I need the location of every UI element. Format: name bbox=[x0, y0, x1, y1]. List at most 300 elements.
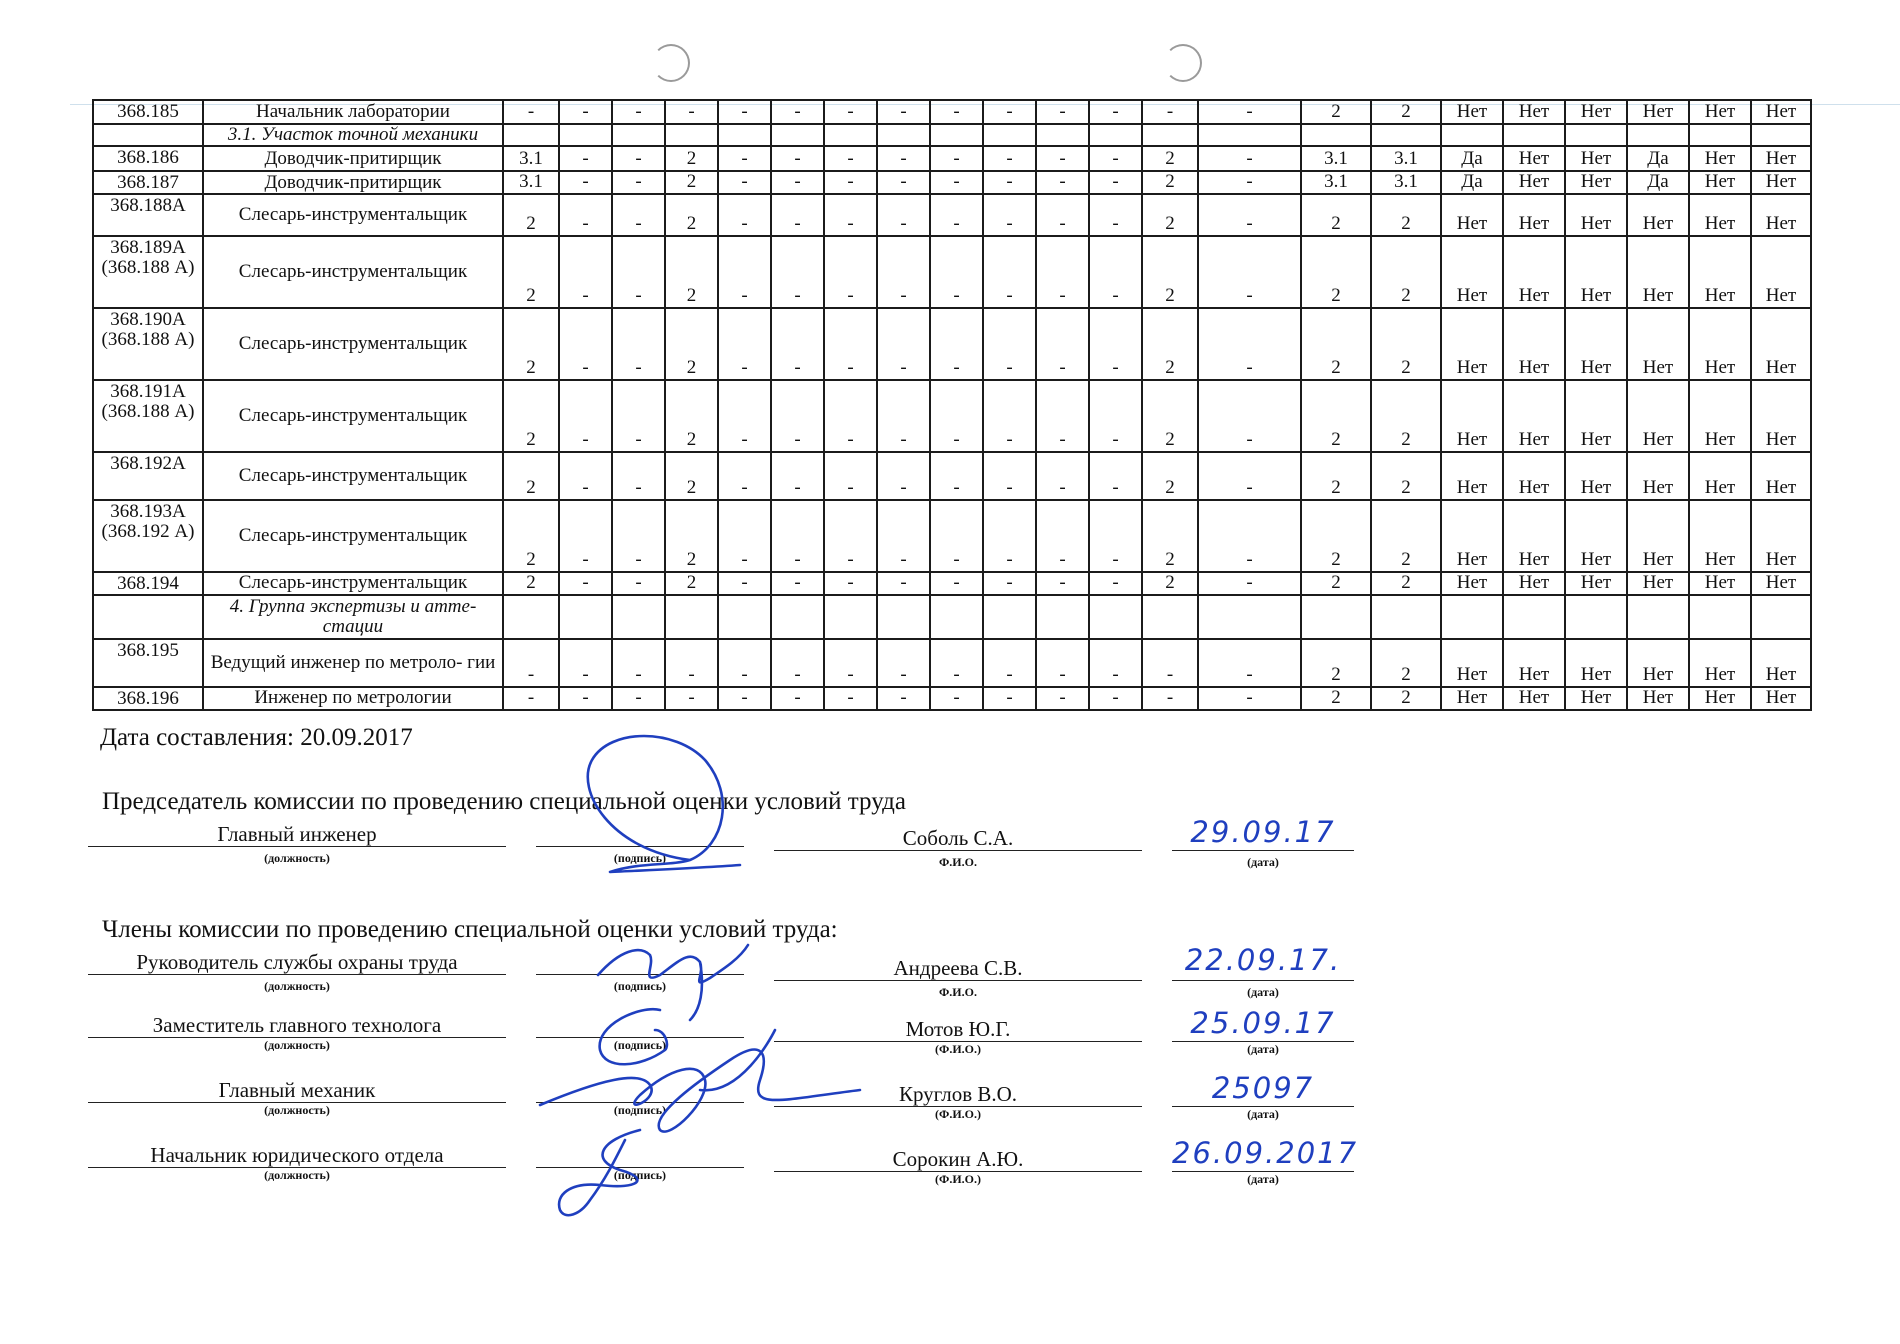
value-cell: - bbox=[771, 639, 824, 687]
value-cell bbox=[503, 595, 559, 639]
value-cell: - bbox=[1089, 639, 1142, 687]
table-row bbox=[93, 687, 1811, 710]
position-value: Главный инженер bbox=[88, 822, 506, 847]
fio-value: Андреева С.В. bbox=[774, 956, 1142, 981]
value-cell: - bbox=[718, 171, 771, 194]
value-cell: - bbox=[1036, 100, 1089, 124]
workplace-code-cell: 368.192А bbox=[93, 452, 203, 500]
value-cell bbox=[1441, 124, 1503, 146]
value-cell: - bbox=[1036, 194, 1089, 236]
member-signature-row bbox=[0, 1006, 1900, 1083]
value-cell bbox=[1089, 595, 1142, 639]
value-cell: 2 bbox=[1371, 194, 1441, 236]
workplace-code-cell: 368.189А (368.188 А) bbox=[93, 236, 203, 308]
value-cell: 2 bbox=[665, 452, 718, 500]
position-caption: (должность) bbox=[264, 851, 330, 865]
value-cell bbox=[983, 124, 1036, 146]
value-cell: - bbox=[718, 194, 771, 236]
table-row bbox=[93, 146, 1811, 171]
value-cell: - bbox=[930, 500, 983, 572]
table-row bbox=[93, 639, 1811, 687]
position-name-cell: Слесарь-инструментальщик bbox=[203, 194, 503, 236]
value-cell: Да bbox=[1627, 146, 1689, 171]
table-row bbox=[93, 100, 1811, 124]
position-value: Заместитель главного технолога bbox=[88, 1013, 506, 1038]
value-cell: - bbox=[1198, 308, 1301, 380]
value-cell: - bbox=[824, 500, 877, 572]
value-cell: Нет bbox=[1751, 100, 1811, 124]
value-cell: - bbox=[1198, 452, 1301, 500]
value-cell: 2 bbox=[665, 308, 718, 380]
value-cell: - bbox=[1198, 171, 1301, 194]
value-cell: 2 bbox=[1301, 308, 1371, 380]
date-caption: (дата) bbox=[1247, 1042, 1279, 1056]
value-cell: - bbox=[824, 236, 877, 308]
value-cell: - bbox=[718, 500, 771, 572]
value-cell bbox=[1198, 595, 1301, 639]
value-cell: - bbox=[1036, 639, 1089, 687]
fio-value: Мотов Ю.Г. bbox=[774, 1017, 1142, 1042]
value-cell: Нет bbox=[1689, 171, 1751, 194]
value-cell bbox=[1751, 124, 1811, 146]
value-cell: - bbox=[771, 572, 824, 595]
value-cell: 3.1 bbox=[1371, 171, 1441, 194]
value-cell: - bbox=[1198, 100, 1301, 124]
value-cell: - bbox=[877, 380, 930, 452]
value-cell: - bbox=[612, 500, 665, 572]
fio-caption: (Ф.И.О.) bbox=[935, 1172, 981, 1186]
workplace-code-cell: 368.193А (368.192 А) bbox=[93, 500, 203, 572]
signature-field bbox=[536, 1102, 744, 1118]
value-cell: - bbox=[503, 100, 559, 124]
value-cell: - bbox=[771, 500, 824, 572]
value-cell: - bbox=[983, 308, 1036, 380]
value-cell: - bbox=[877, 100, 930, 124]
value-cell: - bbox=[559, 500, 612, 572]
value-cell: - bbox=[1198, 687, 1301, 710]
value-cell: 2 bbox=[1371, 100, 1441, 124]
value-cell: 2 bbox=[1142, 500, 1198, 572]
table-row bbox=[93, 380, 1811, 452]
value-cell: Нет bbox=[1441, 500, 1503, 572]
value-cell bbox=[1565, 124, 1627, 146]
value-cell: Нет bbox=[1441, 236, 1503, 308]
value-cell: - bbox=[1036, 687, 1089, 710]
value-cell: - bbox=[1089, 100, 1142, 124]
value-cell: 2 bbox=[1142, 380, 1198, 452]
value-cell: - bbox=[1036, 308, 1089, 380]
value-cell: - bbox=[983, 100, 1036, 124]
workplace-code-cell: 368.190А (368.188 А) bbox=[93, 308, 203, 380]
value-cell: Нет bbox=[1565, 500, 1627, 572]
workplace-code-cell: 368.194 bbox=[93, 572, 203, 595]
position-name-cell: Слесарь-инструментальщик bbox=[203, 572, 503, 595]
handwritten-date: 25097 bbox=[1172, 1070, 1354, 1107]
fio-caption: (Ф.И.О.) bbox=[935, 1107, 981, 1121]
value-cell: 2 bbox=[665, 236, 718, 308]
value-cell: 2 bbox=[1371, 380, 1441, 452]
value-cell: Нет bbox=[1503, 308, 1565, 380]
value-cell: - bbox=[930, 572, 983, 595]
workplace-code-cell: 368.187 bbox=[93, 171, 203, 194]
date-caption: (дата) bbox=[1247, 855, 1279, 869]
value-cell: Нет bbox=[1503, 171, 1565, 194]
position-name-cell: Доводчик-притирщик bbox=[203, 146, 503, 171]
signature-line bbox=[536, 974, 744, 975]
value-cell bbox=[1036, 595, 1089, 639]
chairman-heading: Председатель комиссии по проведению специальной оценки условий труда bbox=[102, 788, 906, 815]
value-cell: Нет bbox=[1503, 380, 1565, 452]
value-cell: - bbox=[983, 452, 1036, 500]
value-cell: Нет bbox=[1751, 308, 1811, 380]
value-cell: - bbox=[930, 236, 983, 308]
value-cell bbox=[1301, 124, 1371, 146]
position-value: Начальник юридического отдела bbox=[88, 1143, 506, 1168]
value-cell: - bbox=[1036, 500, 1089, 572]
value-cell: 2 bbox=[1301, 639, 1371, 687]
value-cell: - bbox=[612, 452, 665, 500]
value-cell: 3.1 bbox=[503, 171, 559, 194]
value-cell: - bbox=[559, 146, 612, 171]
value-cell: - bbox=[824, 194, 877, 236]
value-cell: - bbox=[930, 171, 983, 194]
value-cell: - bbox=[1198, 572, 1301, 595]
value-cell: - bbox=[612, 687, 665, 710]
date-field bbox=[1172, 940, 1354, 1000]
value-cell: - bbox=[930, 308, 983, 380]
signature-field bbox=[536, 1167, 744, 1183]
value-cell: - bbox=[771, 687, 824, 710]
signature-field bbox=[536, 974, 744, 994]
value-cell: 2 bbox=[503, 500, 559, 572]
value-cell bbox=[824, 124, 877, 146]
value-cell bbox=[1503, 124, 1565, 146]
value-cell: Нет bbox=[1627, 572, 1689, 595]
position-name-cell: Доводчик-притирщик bbox=[203, 171, 503, 194]
handwritten-date: 29.09.17 bbox=[1172, 814, 1354, 851]
value-cell: Нет bbox=[1565, 171, 1627, 194]
value-cell: - bbox=[559, 639, 612, 687]
workplace-code-cell: 368.186 bbox=[93, 146, 203, 171]
value-cell: - bbox=[930, 687, 983, 710]
value-cell bbox=[1565, 595, 1627, 639]
value-cell: Нет bbox=[1565, 452, 1627, 500]
position-name-cell: Слесарь-инструментальщик bbox=[203, 236, 503, 308]
value-cell: Нет bbox=[1689, 236, 1751, 308]
fio-caption: Ф.И.О. bbox=[939, 985, 977, 999]
value-cell bbox=[1627, 595, 1689, 639]
value-cell: - bbox=[824, 171, 877, 194]
value-cell: - bbox=[824, 572, 877, 595]
value-cell: 2 bbox=[503, 236, 559, 308]
value-cell: - bbox=[1089, 171, 1142, 194]
value-cell: - bbox=[877, 572, 930, 595]
handwritten-date: 25.09.17 bbox=[1172, 1005, 1354, 1042]
value-cell: 2 bbox=[503, 572, 559, 595]
fio-field bbox=[774, 1147, 1142, 1187]
value-cell: 2 bbox=[1371, 452, 1441, 500]
position-name-cell: Начальник лаборатории bbox=[203, 100, 503, 124]
value-cell: - bbox=[718, 100, 771, 124]
value-cell: 2 bbox=[1371, 572, 1441, 595]
value-cell: Нет bbox=[1689, 639, 1751, 687]
value-cell: 2 bbox=[1371, 236, 1441, 308]
value-cell: - bbox=[824, 380, 877, 452]
value-cell bbox=[718, 595, 771, 639]
value-cell: 2 bbox=[1142, 308, 1198, 380]
value-cell: Нет bbox=[1627, 380, 1689, 452]
value-cell: - bbox=[718, 308, 771, 380]
value-cell: Нет bbox=[1689, 380, 1751, 452]
value-cell: Нет bbox=[1503, 687, 1565, 710]
position-caption: (должность) bbox=[264, 1168, 330, 1182]
fio-field bbox=[774, 1017, 1142, 1057]
value-cell: Нет bbox=[1441, 308, 1503, 380]
members-heading: Члены комиссии по проведению специальной оценки условий труда: bbox=[102, 916, 838, 943]
value-cell: Нет bbox=[1441, 380, 1503, 452]
value-cell: - bbox=[1089, 452, 1142, 500]
value-cell: - bbox=[718, 639, 771, 687]
date-field bbox=[1172, 814, 1354, 870]
value-cell: 2 bbox=[1301, 236, 1371, 308]
value-cell bbox=[1089, 124, 1142, 146]
signature-caption: (подпись) bbox=[613, 1168, 667, 1182]
value-cell: Нет bbox=[1503, 572, 1565, 595]
value-cell: - bbox=[1089, 687, 1142, 710]
value-cell: - bbox=[877, 639, 930, 687]
value-cell bbox=[559, 124, 612, 146]
value-cell: Нет bbox=[1503, 100, 1565, 124]
value-cell: - bbox=[612, 100, 665, 124]
value-cell bbox=[559, 595, 612, 639]
value-cell bbox=[1036, 124, 1089, 146]
value-cell: - bbox=[983, 639, 1036, 687]
value-cell: 2 bbox=[1142, 452, 1198, 500]
position-name-cell: Слесарь-инструментальщик bbox=[203, 452, 503, 500]
fio-value: Соболь С.А. bbox=[774, 826, 1142, 851]
value-cell: - bbox=[1036, 452, 1089, 500]
table-row bbox=[93, 171, 1811, 194]
value-cell: 2 bbox=[1301, 687, 1371, 710]
table-row bbox=[93, 308, 1811, 380]
value-cell: - bbox=[559, 452, 612, 500]
value-cell: Нет bbox=[1565, 572, 1627, 595]
value-cell: - bbox=[771, 194, 824, 236]
value-cell: - bbox=[824, 639, 877, 687]
table-body bbox=[93, 100, 1811, 710]
value-cell: Нет bbox=[1441, 452, 1503, 500]
value-cell: Нет bbox=[1751, 236, 1811, 308]
value-cell: - bbox=[503, 687, 559, 710]
value-cell: - bbox=[983, 236, 1036, 308]
value-cell: 2 bbox=[1142, 572, 1198, 595]
value-cell: - bbox=[559, 380, 612, 452]
value-cell: Нет bbox=[1503, 452, 1565, 500]
value-cell: 2 bbox=[1301, 194, 1371, 236]
value-cell: - bbox=[824, 100, 877, 124]
value-cell bbox=[1371, 124, 1441, 146]
value-cell: 2 bbox=[1301, 572, 1371, 595]
date-field bbox=[1172, 1135, 1359, 1187]
position-field bbox=[88, 950, 506, 994]
table-row bbox=[93, 572, 1811, 595]
value-cell: - bbox=[930, 380, 983, 452]
workplace-code-cell: 368.191А (368.188 А) bbox=[93, 380, 203, 452]
fio-value: Сорокин А.Ю. bbox=[774, 1147, 1142, 1172]
value-cell bbox=[1503, 595, 1565, 639]
value-cell: Да bbox=[1441, 146, 1503, 171]
value-cell: 2 bbox=[503, 194, 559, 236]
workplace-code-cell bbox=[93, 124, 203, 146]
value-cell: 2 bbox=[1301, 380, 1371, 452]
value-cell bbox=[612, 595, 665, 639]
value-cell: - bbox=[1142, 687, 1198, 710]
value-cell bbox=[1301, 595, 1371, 639]
value-cell: - bbox=[665, 687, 718, 710]
value-cell: Да bbox=[1627, 171, 1689, 194]
value-cell: - bbox=[930, 452, 983, 500]
value-cell: - bbox=[612, 572, 665, 595]
value-cell: - bbox=[1142, 100, 1198, 124]
value-cell: Нет bbox=[1627, 687, 1689, 710]
value-cell: 2 bbox=[665, 380, 718, 452]
workplace-code-cell: 368.196 bbox=[93, 687, 203, 710]
value-cell: Нет bbox=[1565, 308, 1627, 380]
value-cell: - bbox=[824, 687, 877, 710]
value-cell: Нет bbox=[1627, 308, 1689, 380]
value-cell: Нет bbox=[1627, 100, 1689, 124]
table-row bbox=[93, 194, 1811, 236]
section-row bbox=[93, 124, 1811, 146]
value-cell: Нет bbox=[1627, 236, 1689, 308]
member-signature-row bbox=[0, 1071, 1900, 1148]
value-cell: - bbox=[877, 194, 930, 236]
member-signature-row bbox=[0, 1136, 1900, 1213]
fio-field bbox=[774, 1082, 1142, 1122]
value-cell: Нет bbox=[1751, 687, 1811, 710]
value-cell: - bbox=[612, 171, 665, 194]
value-cell bbox=[1441, 595, 1503, 639]
value-cell: - bbox=[665, 100, 718, 124]
signature-caption: (подпись) bbox=[613, 851, 667, 865]
value-cell: 2 bbox=[1371, 687, 1441, 710]
workplace-code-cell: 368.185 bbox=[93, 100, 203, 124]
value-cell: - bbox=[771, 100, 824, 124]
value-cell bbox=[1689, 595, 1751, 639]
value-cell: - bbox=[559, 236, 612, 308]
value-cell: Нет bbox=[1751, 639, 1811, 687]
date-field bbox=[1172, 1005, 1354, 1057]
value-cell: 2 bbox=[1301, 500, 1371, 572]
value-cell: - bbox=[983, 194, 1036, 236]
value-cell: - bbox=[983, 146, 1036, 171]
value-cell: Нет bbox=[1751, 146, 1811, 171]
value-cell: - bbox=[1036, 146, 1089, 171]
value-cell: - bbox=[612, 194, 665, 236]
assessment-table bbox=[92, 99, 1812, 711]
fio-caption: Ф.И.О. bbox=[939, 855, 977, 869]
value-cell: - bbox=[718, 380, 771, 452]
value-cell bbox=[612, 124, 665, 146]
section-row bbox=[93, 595, 1811, 639]
position-caption: (должность) bbox=[264, 1103, 330, 1117]
value-cell: - bbox=[1089, 572, 1142, 595]
value-cell: Нет bbox=[1751, 194, 1811, 236]
value-cell bbox=[983, 595, 1036, 639]
fio-field bbox=[774, 956, 1142, 1000]
value-cell: Нет bbox=[1503, 639, 1565, 687]
date-caption: (дата) bbox=[1247, 1107, 1279, 1121]
value-cell: - bbox=[612, 639, 665, 687]
position-caption: (должность) bbox=[264, 1038, 330, 1052]
value-cell: - bbox=[930, 194, 983, 236]
position-name-cell: Инженер по метрологии bbox=[203, 687, 503, 710]
value-cell: - bbox=[1198, 236, 1301, 308]
value-cell: - bbox=[718, 572, 771, 595]
value-cell: - bbox=[612, 308, 665, 380]
value-cell: Нет bbox=[1627, 194, 1689, 236]
section-title-cell: 3.1. Участок точной механики bbox=[203, 124, 503, 146]
value-cell: Нет bbox=[1751, 380, 1811, 452]
value-cell: Нет bbox=[1751, 452, 1811, 500]
value-cell: - bbox=[1089, 194, 1142, 236]
value-cell bbox=[665, 595, 718, 639]
value-cell: 2 bbox=[1142, 194, 1198, 236]
value-cell: Нет bbox=[1565, 380, 1627, 452]
value-cell: - bbox=[771, 452, 824, 500]
value-cell bbox=[1142, 595, 1198, 639]
value-cell: - bbox=[612, 146, 665, 171]
section-title-cell: 4. Группа экспертизы и атте- стации bbox=[203, 595, 503, 639]
signature-field bbox=[536, 1037, 744, 1053]
value-cell: - bbox=[771, 171, 824, 194]
position-field bbox=[88, 1013, 506, 1053]
value-cell: - bbox=[771, 236, 824, 308]
fio-value: Круглов В.О. bbox=[774, 1082, 1142, 1107]
value-cell bbox=[1371, 595, 1441, 639]
value-cell: - bbox=[877, 171, 930, 194]
compiled-date: Дата составления: 20.09.2017 bbox=[100, 724, 413, 751]
value-cell bbox=[1627, 124, 1689, 146]
value-cell: - bbox=[983, 572, 1036, 595]
value-cell: 2 bbox=[1371, 500, 1441, 572]
value-cell: 2 bbox=[503, 308, 559, 380]
value-cell: 2 bbox=[1142, 236, 1198, 308]
value-cell: Нет bbox=[1751, 572, 1811, 595]
value-cell: Нет bbox=[1565, 687, 1627, 710]
value-cell bbox=[718, 124, 771, 146]
value-cell: - bbox=[665, 639, 718, 687]
value-cell: Нет bbox=[1689, 500, 1751, 572]
value-cell: Нет bbox=[1565, 194, 1627, 236]
position-value: Главный механик bbox=[88, 1078, 506, 1103]
value-cell: - bbox=[1089, 500, 1142, 572]
value-cell: 2 bbox=[1371, 308, 1441, 380]
fio-caption: (Ф.И.О.) bbox=[935, 1042, 981, 1056]
value-cell bbox=[930, 124, 983, 146]
value-cell: Нет bbox=[1441, 687, 1503, 710]
value-cell: Нет bbox=[1627, 452, 1689, 500]
value-cell: - bbox=[930, 146, 983, 171]
value-cell: - bbox=[824, 308, 877, 380]
position-field bbox=[88, 1143, 506, 1183]
value-cell: 2 bbox=[1301, 452, 1371, 500]
value-cell: Нет bbox=[1503, 146, 1565, 171]
value-cell bbox=[824, 595, 877, 639]
value-cell: Нет bbox=[1565, 100, 1627, 124]
value-cell: Нет bbox=[1441, 639, 1503, 687]
position-field bbox=[88, 822, 506, 866]
